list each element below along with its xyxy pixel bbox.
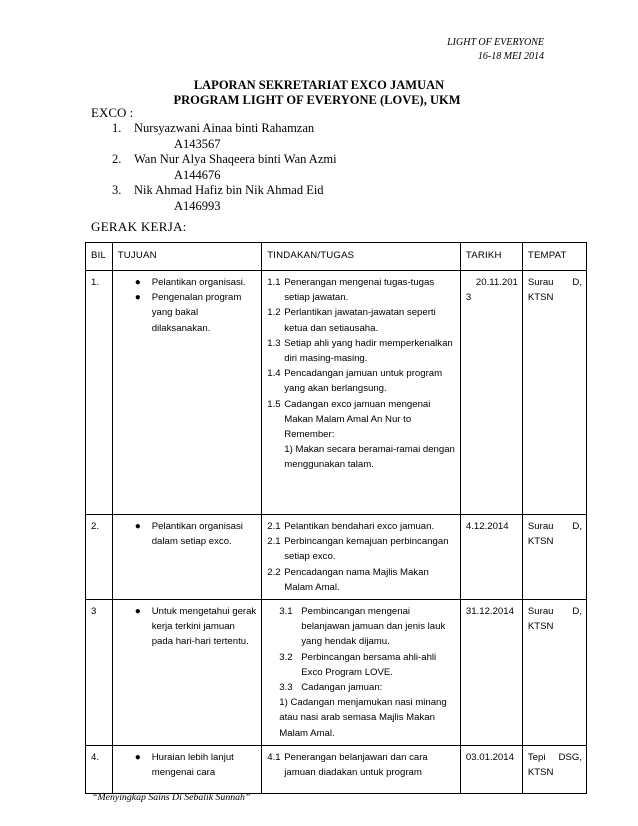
tindakan-item: 4.1 Penerangan belanjawan dan cara jamuan diadakan untuk program [267,751,428,779]
exco-member [112,183,337,214]
tujuan-item: ● Untuk mengetahui gerak kerja terkini jamuan pada hari-hari tertentu. [134,606,257,648]
table-row [86,600,587,746]
header-tujuan: TUJUAN [112,243,262,271]
member-name: Nursyazwani Ainaa binti Rahamzan [134,121,315,135]
cell-tarikh: 31.12.2014 [460,600,522,746]
cell-tempat: Surau D, KTSN [522,271,586,515]
bullet-icon: ● [134,521,141,532]
bullet-icon: ● [134,606,141,618]
cell-tarikh: 4.12.2014 [460,515,522,600]
cell-tempat: Surau D, KTSN [522,600,586,746]
tindakan-item: 2.1 Perbincangan kemajuan perbincangan setiap exco. [267,536,449,563]
cell-tarikh: 03.01.2014 [460,745,522,793]
running-header [447,36,544,64]
bullet-icon: ● [134,292,141,304]
cell-tujuan [112,271,262,515]
header-bil: BIL [86,243,113,271]
tujuan-item: ● Pelantikan organisasi dalam setiap exco. [134,521,243,548]
tujuan-item: ● Pengenalan program yang bakal dilaksanakan. [134,292,242,334]
cell-tujuan [112,600,262,746]
cell-bil: 4. [86,745,113,793]
cell-tujuan [112,515,262,600]
table-row [86,515,587,600]
title-line-1: LAPORAN SEKRETARIAT EXCO JAMUAN [193,78,445,92]
cell-tindakan [262,600,461,746]
member-number: 1. [112,121,122,135]
cell-tujuan [112,745,262,793]
bullet-icon: ● [134,277,141,288]
member-number: 2. [112,152,122,166]
header-date: 16-18 MEI 2014 [477,51,544,62]
member-id: A143567 [174,136,221,151]
exco-member-list [112,121,337,214]
work-plan-table [85,242,587,794]
header-tindakan: TINDAKAN/TUGAS [262,243,461,271]
table-row [86,271,587,515]
exco-label: EXCO : [91,105,134,120]
document-title [0,78,638,108]
title-line-2: PROGRAM LIGHT OF EVERYONE (LOVE), UKM [173,93,461,107]
tujuan-item: ● Huraian lebih lanjut mengenai cara [134,751,234,779]
exco-member [112,152,337,183]
member-name: Nik Ahmad Hafiz bin Nik Ahmad Eid [134,183,324,197]
member-number: 3. [112,183,122,197]
cell-tindakan [262,745,461,793]
bullet-icon: ● [134,751,141,763]
cell-tarikh: 20.11.201 3 [460,271,522,515]
tindakan-item: 1.4 Pencadangan jamuan untuk program yang akan berlangsung. [267,368,443,395]
tujuan-item: ● Pelantikan organisasi. [152,275,258,290]
cell-tindakan [262,271,461,515]
header-event: LIGHT OF EVERYONE [447,37,544,48]
tindakan-item: 1.1 Penerangan mengenai tugas-tugas setiap jawatan. [267,277,435,304]
exco-member [112,121,337,152]
tindakan-item: 1.2 Perlantikan jawatan-jawatan seperti ketua dan setiausaha. [267,307,436,334]
tindakan-item: 1.3 Setiap ahli yang hadir memperkenalkan diri masing-masing. [267,337,453,365]
cell-bil: 2. [86,515,113,600]
tindakan-item: 2.1 Pelantikan bendahari exco jamuan. [267,521,435,532]
tindakan-note: 1) Cadangan menjamukan nasi minang atau nasi arab semasa Majlis Makan Malam Amal. [279,697,447,739]
table-row [86,745,587,793]
cell-bil: 1. [86,271,113,515]
tindakan-item: 3.1 Pembincangan mengenai belanjawan jamuan dan jenis lauk yang hendak dijamu. [279,606,446,648]
tindakan-item: 2.2 Pencadangan nama Majlis Makan Malam Amal. [267,566,429,593]
tindakan-item: 3.2 Perbincangan bersama ahli-ahli Exco Program LOVE. [279,651,437,678]
member-id: A146993 [174,198,221,213]
table-header-row [86,243,587,271]
cell-tempat: Surau D, KTSN [522,515,586,600]
header-tempat: TEMPAT [522,243,586,271]
tindakan-item: 3.3 Cadangan jamuan: [279,682,383,694]
cell-bil: 3 [86,600,113,746]
cell-tindakan [262,515,461,600]
tindakan-item: 1.5 Cadangan exco jamuan mengenai Makan Malam Amal An Nur to Remember: [267,398,431,441]
cell-tempat: Tepi DSG, KTSN [522,745,586,793]
member-id: A144676 [174,167,221,182]
tindakan-note: 1) Makan secara beramai-ramai dengan menggunakan talam. [284,444,455,471]
header-tarikh: TARIKH [460,243,522,271]
member-name: Wan Nur Alya Shaqeera binti Wan Azmi [134,152,337,166]
page-footer: “Menyingkap Sains Di Sebalik Sunnah” [92,792,251,803]
section-title: GERAK KERJA: [91,219,187,234]
